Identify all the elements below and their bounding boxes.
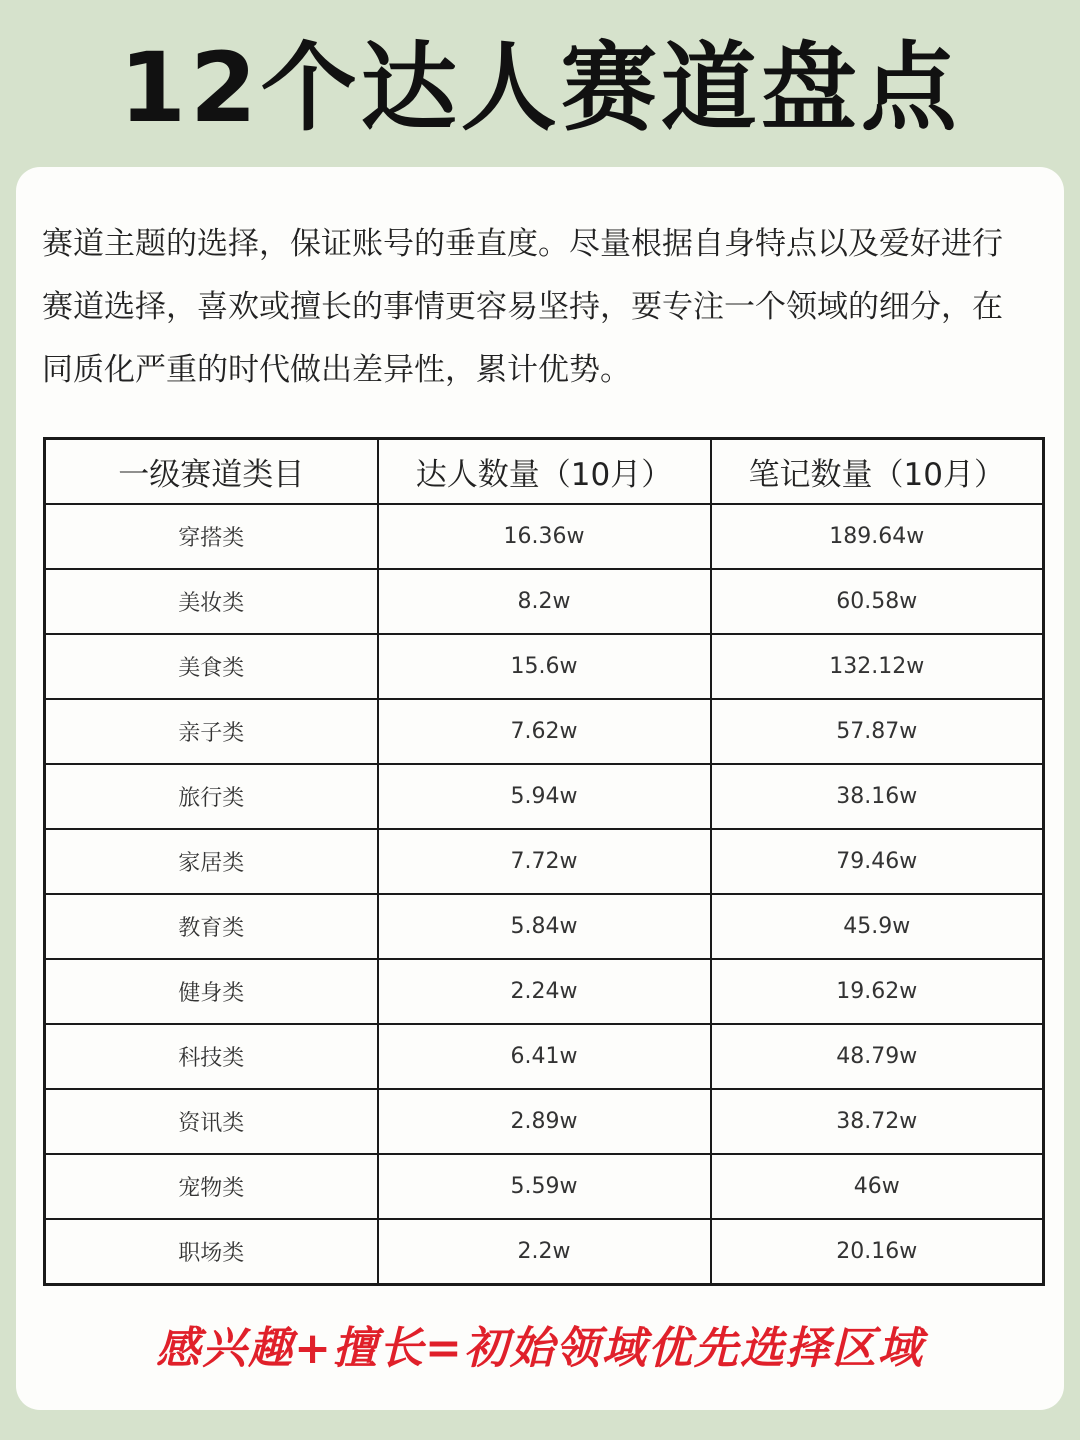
creator-count-cell: 5.59w	[378, 1154, 711, 1219]
category-cell: 资讯类	[45, 1089, 378, 1154]
slogan: 感兴趣+擅长=初始领域优先选择区域	[156, 1323, 924, 1374]
intro-line: 赛道选择，喜欢或擅长的事情更容易坚持，要专注一个领域的细分，在	[42, 289, 1003, 325]
intro-paragraph	[42, 213, 1052, 402]
table-row	[45, 1024, 1044, 1089]
table-row	[45, 1219, 1044, 1285]
note-count-cell: 38.16w	[711, 764, 1044, 829]
creator-count-cell: 2.2w	[378, 1219, 711, 1285]
table-row	[45, 1154, 1044, 1219]
table-row	[45, 504, 1044, 569]
category-cell: 职场类	[45, 1219, 378, 1285]
table-row	[45, 569, 1044, 634]
category-cell: 美食类	[45, 634, 378, 699]
note-count-cell: 189.64w	[711, 504, 1044, 569]
intro-line: 同质化严重的时代做出差异性，累计优势。	[42, 352, 631, 388]
table-row	[45, 764, 1044, 829]
category-cell: 宠物类	[45, 1154, 378, 1219]
creator-count-cell: 5.94w	[378, 764, 711, 829]
table-row	[45, 894, 1044, 959]
note-count-cell: 20.16w	[711, 1219, 1044, 1285]
note-count-cell: 57.87w	[711, 699, 1044, 764]
category-cell: 健身类	[45, 959, 378, 1024]
header-note-count: 笔记数量（10月）	[711, 439, 1044, 505]
content-card	[16, 167, 1064, 1410]
table-row	[45, 829, 1044, 894]
note-count-cell: 132.12w	[711, 634, 1044, 699]
table-body	[45, 504, 1044, 1285]
creator-count-cell: 7.62w	[378, 699, 711, 764]
category-table	[43, 437, 1045, 1286]
table-row	[45, 634, 1044, 699]
table-row	[45, 1089, 1044, 1154]
category-cell: 穿搭类	[45, 504, 378, 569]
header-category: 一级赛道类目	[45, 439, 378, 505]
category-cell: 家居类	[45, 829, 378, 894]
category-cell: 亲子类	[45, 699, 378, 764]
note-count-cell: 79.46w	[711, 829, 1044, 894]
table-row	[45, 959, 1044, 1024]
creator-count-cell: 5.84w	[378, 894, 711, 959]
note-count-cell: 45.9w	[711, 894, 1044, 959]
creator-count-cell: 6.41w	[378, 1024, 711, 1089]
note-count-cell: 60.58w	[711, 569, 1044, 634]
creator-count-cell: 2.24w	[378, 959, 711, 1024]
creator-count-cell: 2.89w	[378, 1089, 711, 1154]
note-count-cell: 19.62w	[711, 959, 1044, 1024]
intro-line: 赛道主题的选择，保证账号的垂直度。尽量根据自身特点以及爱好进行	[42, 226, 1003, 262]
category-cell: 美妆类	[45, 569, 378, 634]
page-title: 12个达人赛道盘点	[119, 32, 961, 144]
creator-count-cell: 16.36w	[378, 504, 711, 569]
note-count-cell: 38.72w	[711, 1089, 1044, 1154]
category-cell: 教育类	[45, 894, 378, 959]
creator-count-cell: 8.2w	[378, 569, 711, 634]
header-creator-count: 达人数量（10月）	[378, 439, 711, 505]
category-cell: 旅行类	[45, 764, 378, 829]
creator-count-cell: 15.6w	[378, 634, 711, 699]
table-header-row	[45, 439, 1044, 505]
category-cell: 科技类	[45, 1024, 378, 1089]
note-count-cell: 46w	[711, 1154, 1044, 1219]
note-count-cell: 48.79w	[711, 1024, 1044, 1089]
table-row	[45, 699, 1044, 764]
creator-count-cell: 7.72w	[378, 829, 711, 894]
